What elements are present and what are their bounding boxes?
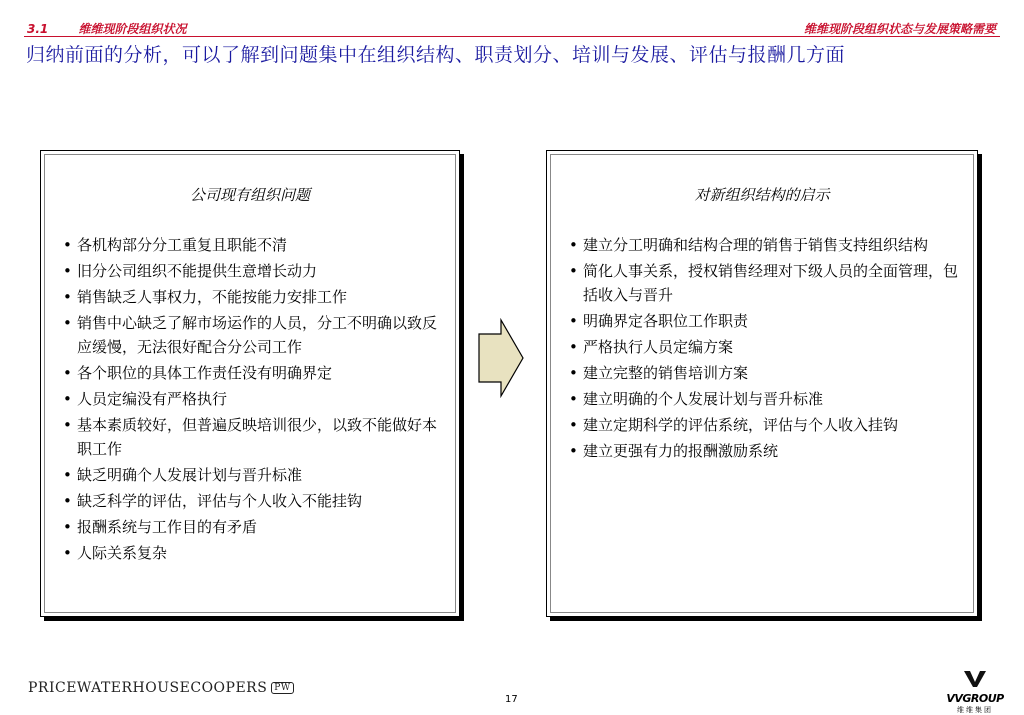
- list-item: • 基本素质较好，但普遍反映培训很少，以致不能做好本职工作: [63, 413, 445, 461]
- vv-mark-icon: [960, 670, 990, 688]
- list-item: • 建立明确的个人发展计划与晋升标准: [569, 387, 963, 411]
- list-item: • 报酬系统与工作目的有矛盾: [63, 515, 445, 539]
- list-item: • 各个职位的具体工作责任没有明确界定: [63, 361, 445, 385]
- list-item: • 各机构部分分工重复且职能不清: [63, 233, 445, 257]
- section-header: [27, 20, 186, 37]
- list-item: • 旧分公司组织不能提供生意增长动力: [63, 259, 445, 283]
- brand-wordmark: VVGROUP: [946, 692, 1004, 705]
- slide-title: 归纳前面的分析，可以了解到问题集中在组织结构、职责划分、培训与发展、评估与报酬几方面: [26, 44, 846, 66]
- panel-heading: 对新组织结构的启示: [694, 186, 830, 204]
- list-item: • 人员定编没有严格执行: [63, 387, 445, 411]
- list-item: • 人际关系复杂: [63, 541, 445, 565]
- problems-list: [63, 233, 445, 567]
- section-number: 3.1: [27, 22, 49, 36]
- list-item: • 建立完整的销售培训方案: [569, 361, 963, 385]
- list-item: • 严格执行人员定编方案: [569, 335, 963, 359]
- header-divider: [24, 36, 1000, 37]
- right-arrow-icon: [477, 318, 525, 398]
- list-item: • 简化人事关系，授权销售经理对下级人员的全面管理，包括收入与晋升: [569, 259, 963, 307]
- list-item: • 建立分工明确和结构合理的销售于销售支持组织结构: [569, 233, 963, 257]
- page-number: 17: [505, 694, 518, 705]
- brand-subtitle: 维维集团: [957, 706, 993, 714]
- pwc-mark-icon: PW: [271, 682, 293, 694]
- vvgroup-logo: [945, 670, 1005, 715]
- list-item: • 缺乏明确个人发展计划与晋升标准: [63, 463, 445, 487]
- panel-heading: 公司现有组织问题: [189, 186, 310, 204]
- list-item: • 建立定期科学的评估系统，评估与个人收入挂钩: [569, 413, 963, 437]
- list-item: • 明确界定各职位工作职责: [569, 309, 963, 333]
- section-title: 维维现阶段组织状况: [78, 22, 187, 36]
- list-item: • 销售中心缺乏了解市场运作的人员，分工不明确以致反应缓慢，无法很好配合分公司工作: [63, 311, 445, 359]
- list-item: • 缺乏科学的评估，评估与个人收入不能挂钩: [63, 489, 445, 513]
- implications-panel: [546, 150, 978, 617]
- document-header-title: 维维现阶段组织状态与发展策略需要: [803, 22, 996, 36]
- pwc-logo: [28, 680, 294, 696]
- pwc-logo-text: PRICEWATERHOUSECOOPERS: [28, 680, 268, 696]
- current-problems-panel: [40, 150, 460, 617]
- list-item: • 建立更强有力的报酬激励系统: [569, 439, 963, 463]
- list-item: • 销售缺乏人事权力，不能按能力安排工作: [63, 285, 445, 309]
- implications-list: [569, 233, 963, 465]
